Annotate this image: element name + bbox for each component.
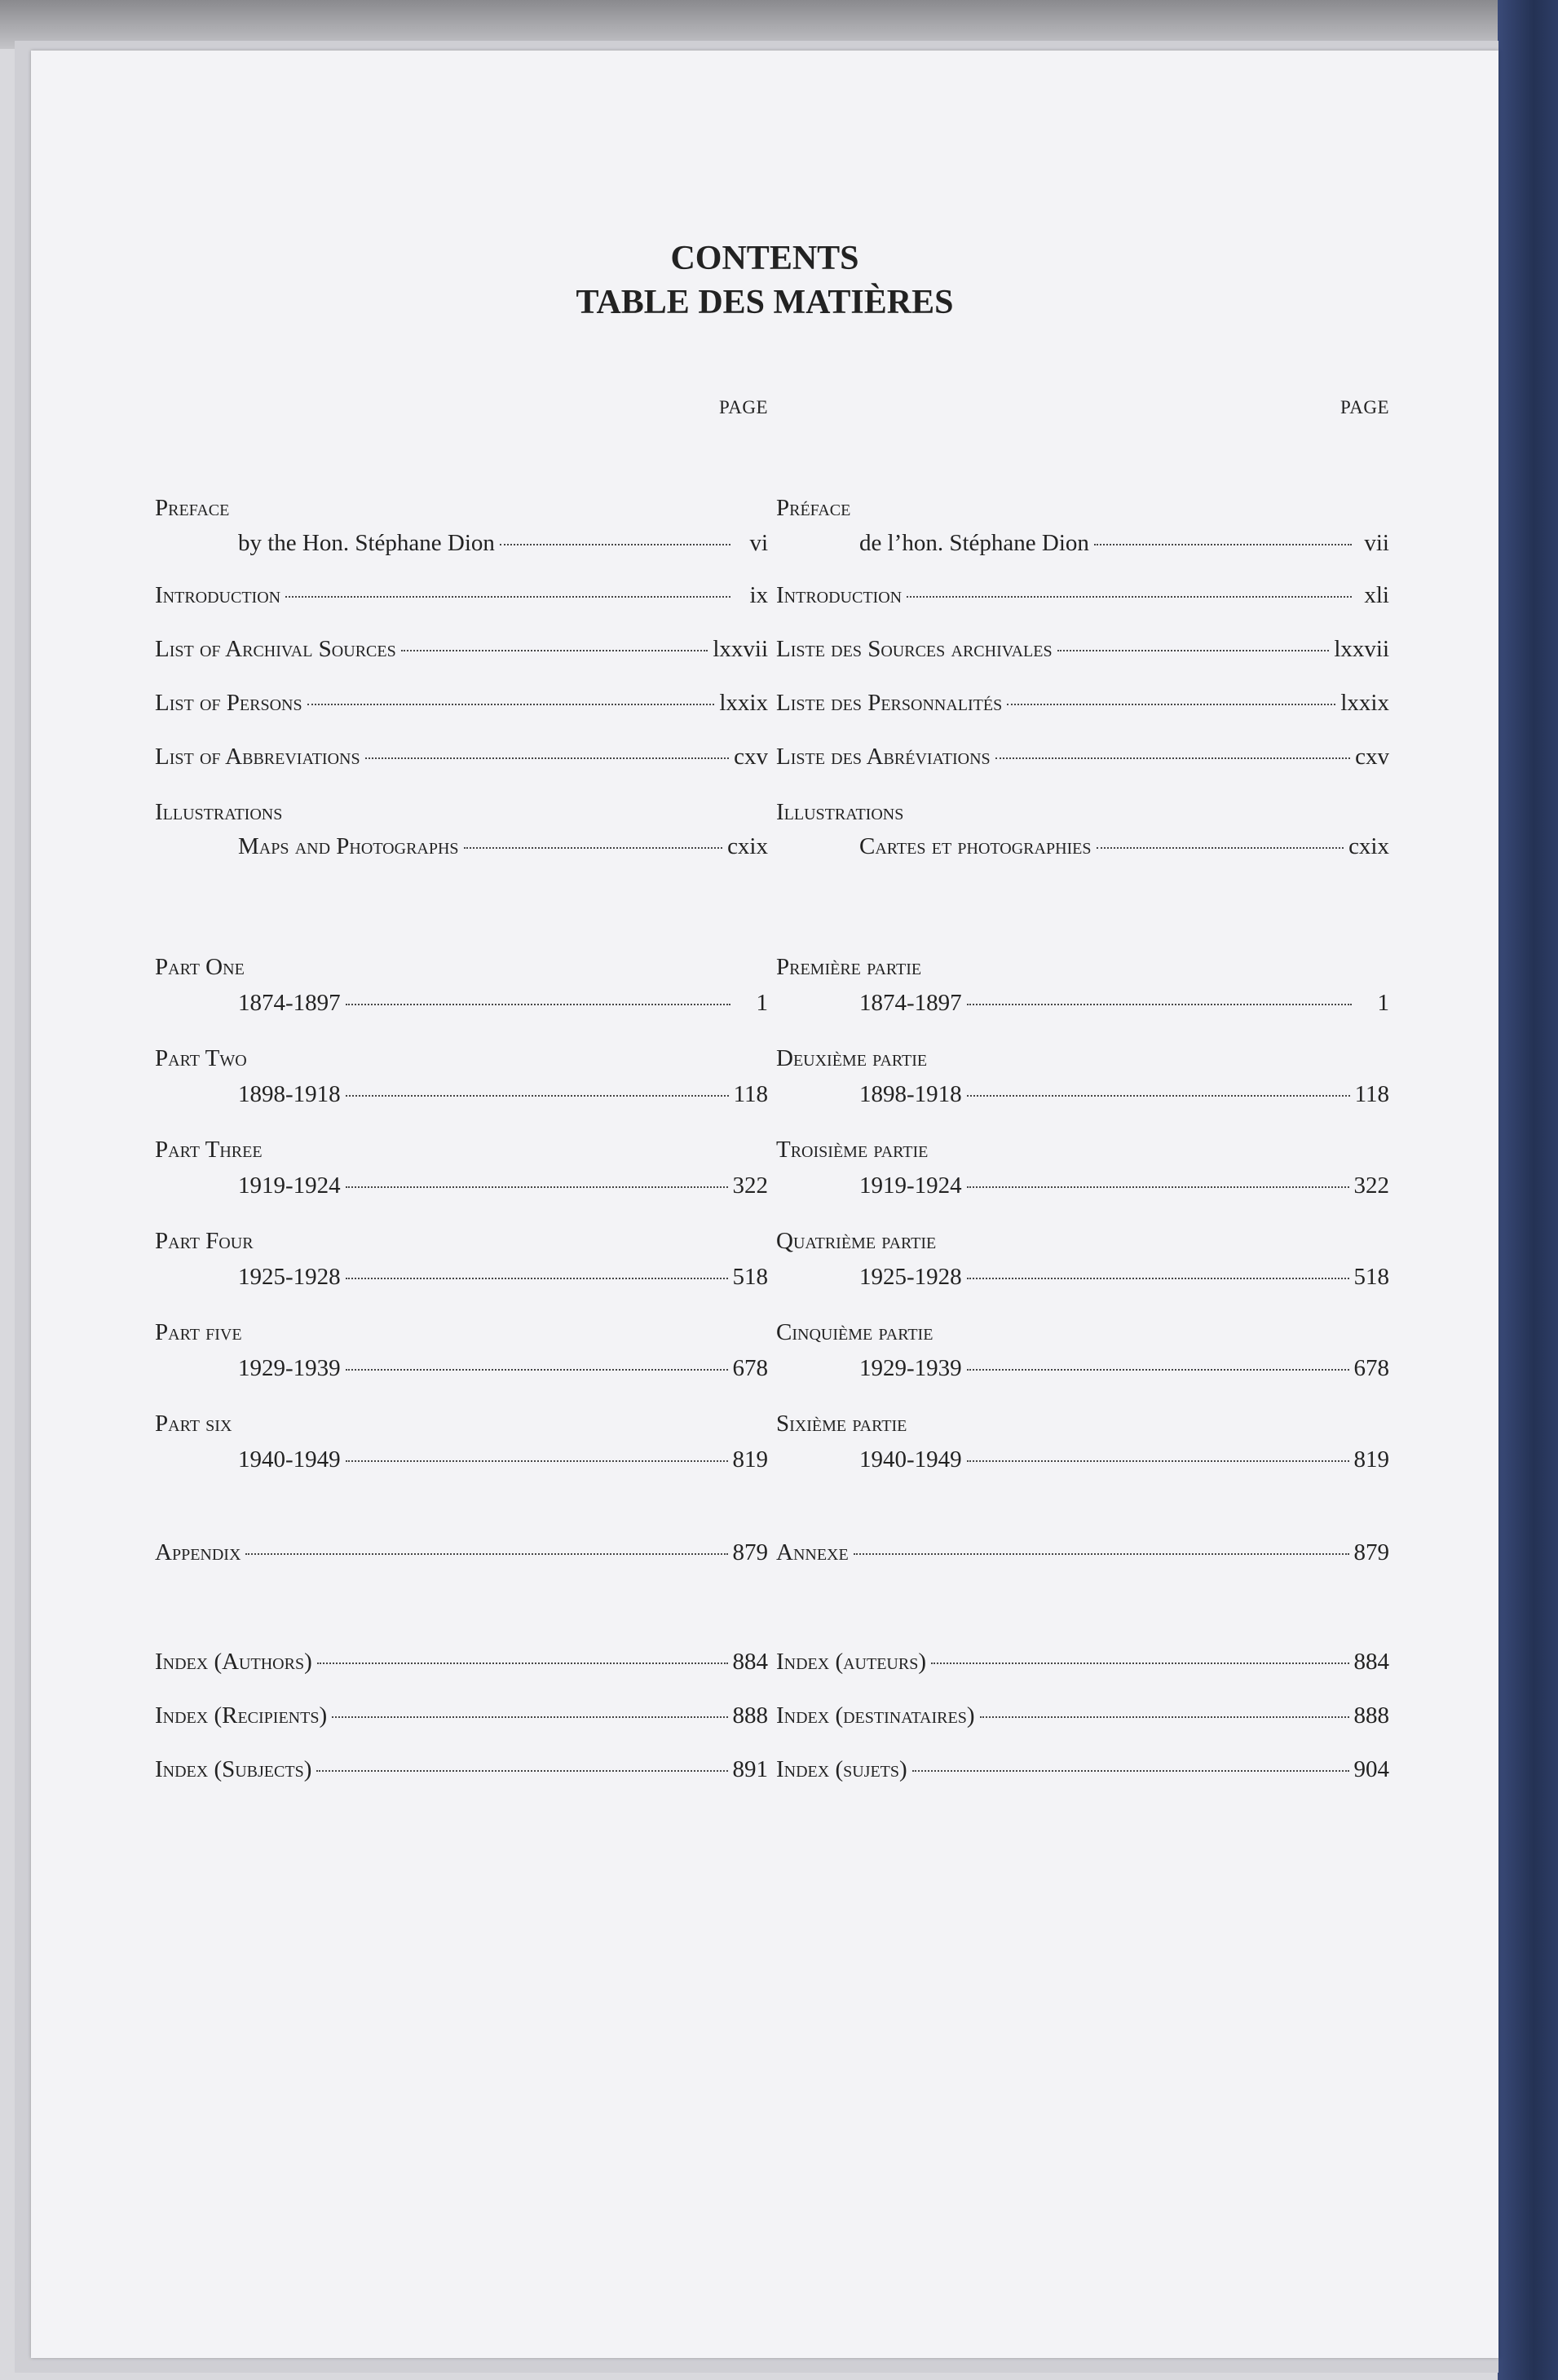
toc-entry-part[interactable] [776,990,1389,1022]
dot-leader [317,1662,728,1664]
entry-page: xli [1364,582,1389,608]
entry-page: 891 [732,1756,768,1782]
entry-label: Index (Recipients) [155,1702,328,1729]
entry-page: 888 [732,1702,768,1729]
page-column-header: PAGE [719,397,768,417]
toc-entry-index-subjects[interactable] [776,1756,1389,1789]
toc-entry-maps[interactable] [155,833,768,866]
dot-leader [346,1004,730,1005]
dot-leader [967,1004,1352,1005]
entry-page: 904 [1353,1756,1389,1782]
toc-entry-index-subjects[interactable] [155,1756,768,1789]
dot-leader [907,596,1352,598]
toc-entry-index-recipients[interactable] [776,1702,1389,1735]
dot-leader [967,1186,1349,1188]
entry-page: cxix [727,833,768,859]
entry-label: Liste des Abréviations [776,744,991,770]
english-contents-column [155,51,768,2358]
toc-entry-persons[interactable] [776,690,1389,722]
toc-entry-abbreviations[interactable] [155,744,768,776]
entry-page: 322 [1353,1172,1389,1199]
entry-label: Index (destinataires) [776,1702,975,1729]
entry-page: 518 [1353,1264,1389,1290]
entry-label: de l’hon. Stéphane Dion [859,530,1089,556]
toc-entry-part[interactable] [155,1446,768,1479]
dot-leader [365,757,730,759]
entry-label: Index (Authors) [155,1649,312,1675]
entry-label: Appendix [155,1539,241,1565]
illustrations-heading: Illustrations [776,799,904,825]
toc-entry-abbreviations[interactable] [776,744,1389,776]
entry-label: 1940-1949 [238,1446,341,1473]
book-cover-edge [1498,0,1558,2380]
part-heading: Sixième partie [776,1411,907,1437]
entry-page: 879 [1353,1539,1389,1565]
entry-label: 1898-1918 [238,1081,341,1107]
dot-leader [980,1716,1349,1718]
entry-page: vi [749,530,768,556]
toc-entry-introduction[interactable] [776,582,1389,615]
entry-label: 1898-1918 [859,1081,962,1107]
contents-page [31,51,1498,2358]
entry-page: 819 [1353,1446,1389,1473]
entry-label: 1929-1939 [238,1355,341,1381]
entry-page: lxxvii [713,636,768,662]
preface-heading: Preface [155,495,230,521]
entry-page: 678 [1353,1355,1389,1381]
entry-page: 879 [732,1539,768,1565]
entry-page: 118 [1354,1081,1389,1107]
entry-page: lxxvii [1334,636,1389,662]
toc-entry-part[interactable] [155,1172,768,1205]
entry-page: cxix [1348,833,1389,859]
entry-label: Introduction [155,582,281,608]
dot-leader [316,1770,727,1772]
entry-page: lxxix [1340,690,1389,716]
entry-label: 1940-1949 [859,1446,962,1473]
toc-entry-part[interactable] [155,990,768,1022]
entry-label: by the Hon. Stéphane Dion [238,530,495,556]
dot-leader [332,1716,727,1718]
entry-label: Introduction [776,582,903,608]
entry-label: List of Persons [155,690,302,716]
dot-leader [346,1186,728,1188]
part-heading: Part One [155,954,245,980]
toc-entry-archival-sources[interactable] [155,636,768,669]
entry-page: vii [1364,530,1389,556]
toc-entry-index-authors[interactable] [155,1649,768,1681]
toc-entry-part[interactable] [776,1446,1389,1479]
dot-leader [1007,704,1335,705]
toc-entry-index-authors[interactable] [776,1649,1389,1681]
dot-leader [967,1095,1350,1097]
dot-leader [464,847,723,849]
part-heading: Première partie [776,954,922,980]
toc-entry-archival-sources[interactable] [776,636,1389,669]
toc-entry-part[interactable] [776,1081,1389,1114]
entry-page: 884 [732,1649,768,1675]
entry-label: Annexe [776,1539,849,1565]
french-contents-column [776,51,1389,2358]
entry-label: 1925-1928 [859,1264,962,1290]
dot-leader [346,1095,729,1097]
dot-leader [245,1553,727,1555]
entry-label: Maps and Photographs [238,833,459,859]
illustrations-heading: Illustrations [155,799,283,825]
entry-label: Index (auteurs) [776,1649,926,1675]
entry-page: 118 [733,1081,768,1107]
entry-label: 1874-1897 [238,990,341,1016]
dot-leader [346,1278,728,1279]
page-column-header: PAGE [1340,397,1389,417]
entry-page: 819 [732,1446,768,1473]
entry-label: Liste des Personnalités [776,690,1003,716]
part-heading: Quatrième partie [776,1228,937,1254]
entry-page: ix [749,582,768,608]
dot-leader [967,1278,1349,1279]
toc-entry-index-recipients[interactable] [155,1702,768,1735]
part-heading: Part five [155,1319,242,1345]
toc-entry-appendix[interactable] [776,1539,1389,1572]
dot-leader [346,1460,728,1462]
dot-leader [912,1770,1349,1772]
dot-leader [346,1369,728,1371]
toc-entry-preface[interactable] [155,530,768,563]
dot-leader [967,1460,1349,1462]
dot-leader [285,596,730,598]
dot-leader [401,650,708,651]
part-heading: Part Two [155,1045,247,1071]
contents-title: CONTENTS [670,240,859,277]
entry-label: 1925-1928 [238,1264,341,1290]
dot-leader [1057,650,1330,651]
toc-entry-preface[interactable] [776,530,1389,563]
entry-label: List of Abbreviations [155,744,360,770]
entry-page: 322 [732,1172,768,1199]
dot-leader [1094,544,1352,545]
entry-page: 884 [1353,1649,1389,1675]
toc-entry-persons[interactable] [155,690,768,722]
entry-label: 1919-1924 [238,1172,341,1199]
entry-label: Index (sujets) [776,1756,907,1782]
toc-entry-part[interactable] [776,1172,1389,1205]
preface-heading: Préface [776,495,851,521]
entry-page: 888 [1353,1702,1389,1729]
entry-page: 518 [732,1264,768,1290]
entry-page: cxv [1355,744,1389,770]
entry-label: Index (Subjects) [155,1756,312,1782]
toc-entry-part[interactable] [776,1264,1389,1296]
dot-leader [500,544,730,545]
dot-leader [307,704,715,705]
toc-entry-part[interactable] [155,1355,768,1388]
entry-page: 1 [1377,990,1389,1016]
entry-page: 1 [756,990,768,1016]
table-des-matieres-title: TABLE DES MATIÈRES [576,284,954,321]
part-heading: Cinquième partie [776,1319,933,1345]
entry-label: Liste des Sources archivales [776,636,1053,662]
toc-entry-part[interactable] [776,1355,1389,1388]
entry-label: 1929-1939 [859,1355,962,1381]
dot-leader [967,1369,1349,1371]
entry-label: 1919-1924 [859,1172,962,1199]
toc-entry-introduction[interactable] [155,582,768,615]
dot-leader [854,1553,1349,1555]
toc-entry-appendix[interactable] [155,1539,768,1572]
part-heading: Deuxième partie [776,1045,928,1071]
entry-page: lxxix [719,690,768,716]
part-heading: Part Three [155,1137,263,1163]
part-heading: Troisième partie [776,1137,929,1163]
entry-page: cxv [734,744,768,770]
entry-label: 1874-1897 [859,990,962,1016]
dot-leader [931,1662,1349,1664]
part-heading: Part six [155,1411,232,1437]
entry-label: Cartes et photographies [859,833,1092,859]
entry-page: 678 [732,1355,768,1381]
toc-entry-part[interactable] [155,1264,768,1296]
part-heading: Part Four [155,1228,254,1254]
dot-leader [995,757,1350,759]
dot-leader [1097,847,1344,849]
toc-entry-part[interactable] [155,1081,768,1114]
toc-entry-maps[interactable] [776,833,1389,866]
entry-label: List of Archival Sources [155,636,396,662]
